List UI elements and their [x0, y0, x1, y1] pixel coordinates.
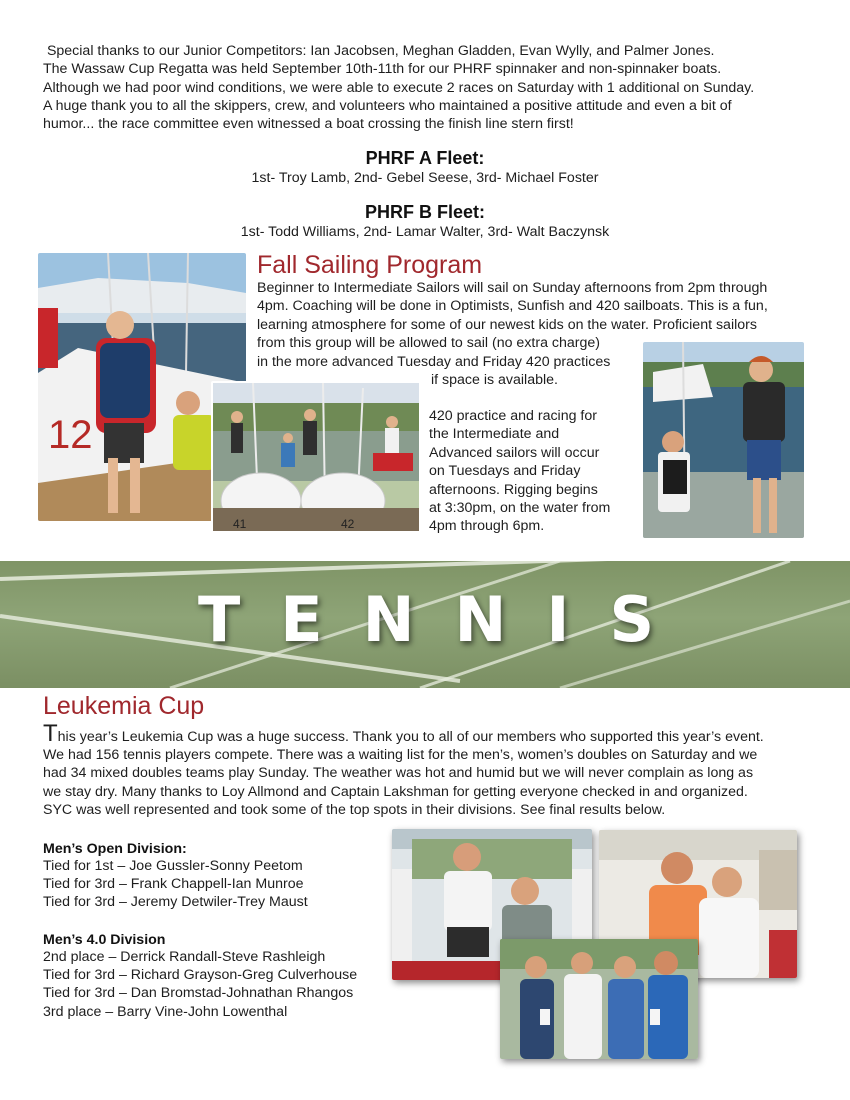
practice-line: 420 practice and racing for [429, 408, 597, 424]
photo-boys-on-dock [643, 342, 804, 538]
division-title: Men’s 4.0 Division [43, 932, 166, 948]
fall-program-line: in the more advanced Tuesday and Friday 420 practices [257, 353, 611, 370]
tennis-banner [0, 561, 850, 688]
intro-line: humor... the race committee even witnessed a boat crossing the finish line stern first! [43, 116, 574, 133]
leukemia-line: SYC was well represented and took some of the top spots in their divisions. See final results below. [43, 801, 666, 818]
fall-program-line: 4pm. Coaching will be done in Optimists, Sunfish and 420 sailboats. This is a fun, [257, 298, 768, 315]
mens-40-division [43, 932, 403, 1021]
fall-program-line: from this group will be allowed to sail (no extra charge) [257, 335, 601, 352]
division-result: Tied for 3rd – Dan Bromstad-Johnathan Rhangos [43, 985, 354, 1002]
intro-line: A huge thank you to all the skippers, crew, and volunteers who maintained a positive attitude and even a bit of [43, 97, 732, 114]
leukemia-cup-title: Leukemia Cup [43, 692, 205, 720]
fall-program-line: if space is available. [431, 372, 558, 388]
leukemia-line: We had 156 tennis players compete. There was a waiting list for the men’s, women’s doubles on Saturday and we [43, 747, 758, 764]
boat-number-41: 41 [233, 517, 247, 531]
practice-text [429, 407, 639, 536]
photo-tennis-group [500, 939, 698, 1059]
fall-program-text [257, 279, 817, 371]
intro-line: Although we had poor wind conditions, we were able to execute 2 races on Saturday with 1 additional on Sunday. [43, 79, 755, 96]
fall-program-title: Fall Sailing Program [257, 251, 483, 279]
fall-program-line: learning atmosphere for some of our newest kids on the water. Proficient sailors [257, 316, 757, 333]
leukemia-cup-paragraph [43, 720, 813, 819]
boat-number-42: 42 [341, 517, 355, 531]
photo-kids-rigging-boats [211, 381, 421, 533]
division-result: Tied for 1st – Joe Gussler-Sonny Peetom [43, 858, 303, 874]
division-result: 3rd place – Barry Vine-John Lowenthal [43, 1003, 288, 1020]
intro-line: Special thanks to our Junior Competitors: Ian Jacobsen, Meghan Gladden, Evan Wylly, and Palmer Jones. [43, 43, 715, 59]
intro-paragraph [43, 42, 813, 133]
sail-number: 12 [48, 413, 93, 457]
practice-line: 4pm through 6pm. [429, 518, 545, 535]
tennis-heading: TENNIS [198, 583, 695, 656]
practice-line: Advanced sailors will occur [429, 444, 600, 461]
leukemia-line [43, 720, 813, 747]
division-result: Tied for 3rd – Jeremy Detwiler-Trey Maust [43, 894, 308, 911]
mens-open-division [43, 841, 383, 912]
practice-line: afternoons. Rigging begins [429, 481, 598, 498]
fleet-b-title: PHRF B Fleet: [364, 202, 485, 222]
division-result: 2nd place – Derrick Randall-Steve Rashleigh [43, 949, 326, 965]
leukemia-line: we stay dry. Many thanks to Loy Allmond and Captain Lakshman for getting everyone checked in and organized. [43, 783, 748, 800]
intro-line: The Wassaw Cup Regatta was held September 10th-11th for our PHRF spinnaker and non-spinnaker boats. [43, 61, 722, 78]
practice-line: at 3:30pm, on the water from [429, 500, 611, 517]
division-result: Tied for 3rd – Richard Grayson-Greg Culverhouse [43, 967, 358, 984]
fleet-a-result: 1st- Troy Lamb, 2nd- Gebel Seese, 3rd- Michael Foster [251, 170, 599, 186]
fleet-a-title: PHRF A Fleet: [365, 148, 485, 168]
division-title: Men’s Open Division: [43, 841, 187, 857]
leukemia-line: had 34 mixed doubles teams play Sunday. The weather was hot and humid but we will never complain as long as [43, 765, 754, 782]
fleet-b-result: 1st- Todd Williams, 2nd- Lamar Walter, 3rd- Walt Baczynsk [240, 224, 610, 240]
drop-cap: T [43, 720, 58, 747]
practice-line: on Tuesdays and Friday [429, 463, 581, 480]
division-result: Tied for 3rd – Frank Chappell-Ian Munroe [43, 876, 304, 893]
leukemia-line-text: his year’s Leukemia Cup was a huge success. Thank you to all of our members who supported this year’s event. [57, 729, 764, 745]
fall-program-line: Beginner to Intermediate Sailors will sail on Sunday afternoons from 2pm through [257, 280, 768, 296]
practice-line: the Intermediate and [429, 426, 560, 443]
